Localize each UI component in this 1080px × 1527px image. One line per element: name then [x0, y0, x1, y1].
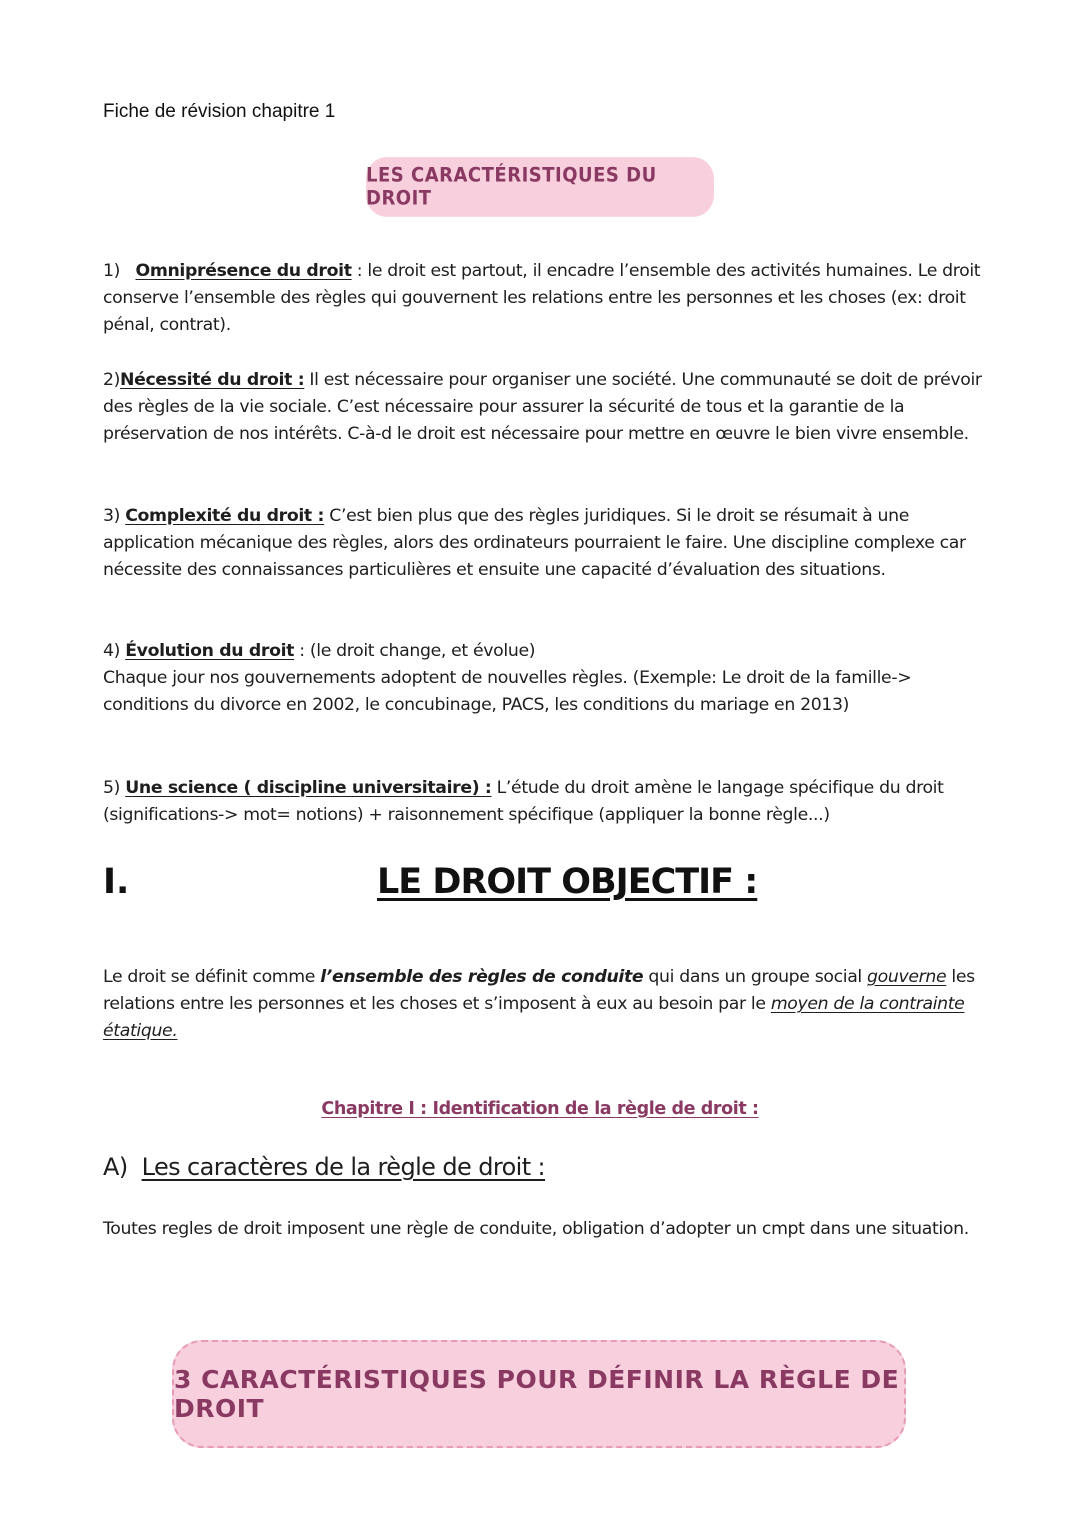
characteristic-item-4: [103, 638, 983, 719]
item-title: Omniprésence du droit: [135, 261, 352, 281]
section-title: LE DROIT OBJECTIF :: [377, 862, 758, 902]
item-title: Complexité du droit :: [125, 506, 325, 526]
characteristic-item-3: [103, 503, 983, 584]
subsection-title: Les caractères de la règle de droit :: [141, 1153, 546, 1181]
section-heading: [103, 858, 983, 914]
subsection-heading: [103, 1153, 545, 1181]
definition-underlined: moyen de la contrainte étatique.: [103, 994, 965, 1041]
item-sep: :: [294, 641, 305, 661]
section-number: I.: [103, 862, 130, 902]
characteristic-item-1: [103, 258, 983, 339]
definition-text: Le droit se définit comme: [103, 967, 321, 987]
callout-badge-rule-characteristics: [172, 1340, 906, 1448]
item-text: L’étude du droit amène le langage spécifique du droit (significations-> mot= notions) + raisonnement spécifique (appliquer la bonne règle...): [103, 778, 944, 825]
item-number: 3): [103, 506, 121, 526]
item-text: (le droit change, et évolue): [304, 641, 536, 661]
badge-label: 3 CARACTÉRISTIQUES POUR DÉFINIR LA RÈGLE DE DROIT: [174, 1365, 900, 1423]
item-number: 2): [103, 370, 121, 390]
subsection-letter: A): [103, 1153, 128, 1181]
definition-underlined: gouverne: [867, 967, 947, 987]
subsection-paragraph: Toutes regles de droit imposent une règle de conduite, obligation d’adopter un cmpt dans une situation.: [103, 1219, 969, 1239]
section-badge-characteristics: [366, 157, 714, 216]
definition-text: les relations entre les personnes et les choses et s’imposent à eux au besoin par le: [103, 967, 975, 1014]
item-text: le droit est partout, il encadre l’ensemble des activités humaines. Le droit conserve l’ensemble des règles qui gouvernent les relations entre les personnes et les choses (ex: droit pénal, contrat).: [103, 261, 981, 335]
item-number: 5): [103, 778, 121, 798]
item-title: Nécessité du droit :: [120, 370, 305, 390]
item-text-continued: Chaque jour nos gouvernements adoptent de nouvelles règles. (Exemple: Le droit de la famille-> conditions du divorce en 2002, le concubinage, PACS, les conditions du mariage en 2013): [103, 668, 912, 715]
item-title: Évolution du droit: [125, 641, 295, 661]
characteristic-item-2: [103, 367, 983, 448]
item-text: C’est bien plus que des règles juridiques. Si le droit se résumait à une application mécanique des règles, alors des ordinateurs pourraient le faire. Une discipline complexe car nécessite des connaissances particulières et ensuite une capacité d’évaluation des situations.: [103, 506, 966, 580]
item-title: Une science ( discipline universitaire) :: [125, 778, 492, 798]
characteristic-item-5: [103, 775, 983, 829]
item-number: 1): [103, 261, 121, 281]
definition-text: qui dans un groupe social: [643, 967, 868, 987]
item-number: 4): [103, 641, 121, 661]
definition-paragraph: [103, 964, 983, 1045]
item-sep: :: [351, 261, 363, 281]
chapter-title: Chapitre I : Identification de la règle de droit :: [321, 1099, 759, 1119]
badge-label: LES CARACTÉRISTIQUES DU DROIT: [366, 163, 657, 211]
item-text: Il est nécessaire pour organiser une société. Une communauté se doit de prévoir des règles de la vie sociale. C’est nécessaire pour assurer la sécurité de tous et la garantie de la préservation de nos intérêts. C-à-d le droit est nécessaire pour mettre en œuvre le bien vivre ensemble.: [103, 370, 982, 444]
document-header: Fiche de révision chapitre 1: [103, 101, 336, 122]
definition-emphasis: l’ensemble des règles de conduite: [320, 967, 644, 987]
